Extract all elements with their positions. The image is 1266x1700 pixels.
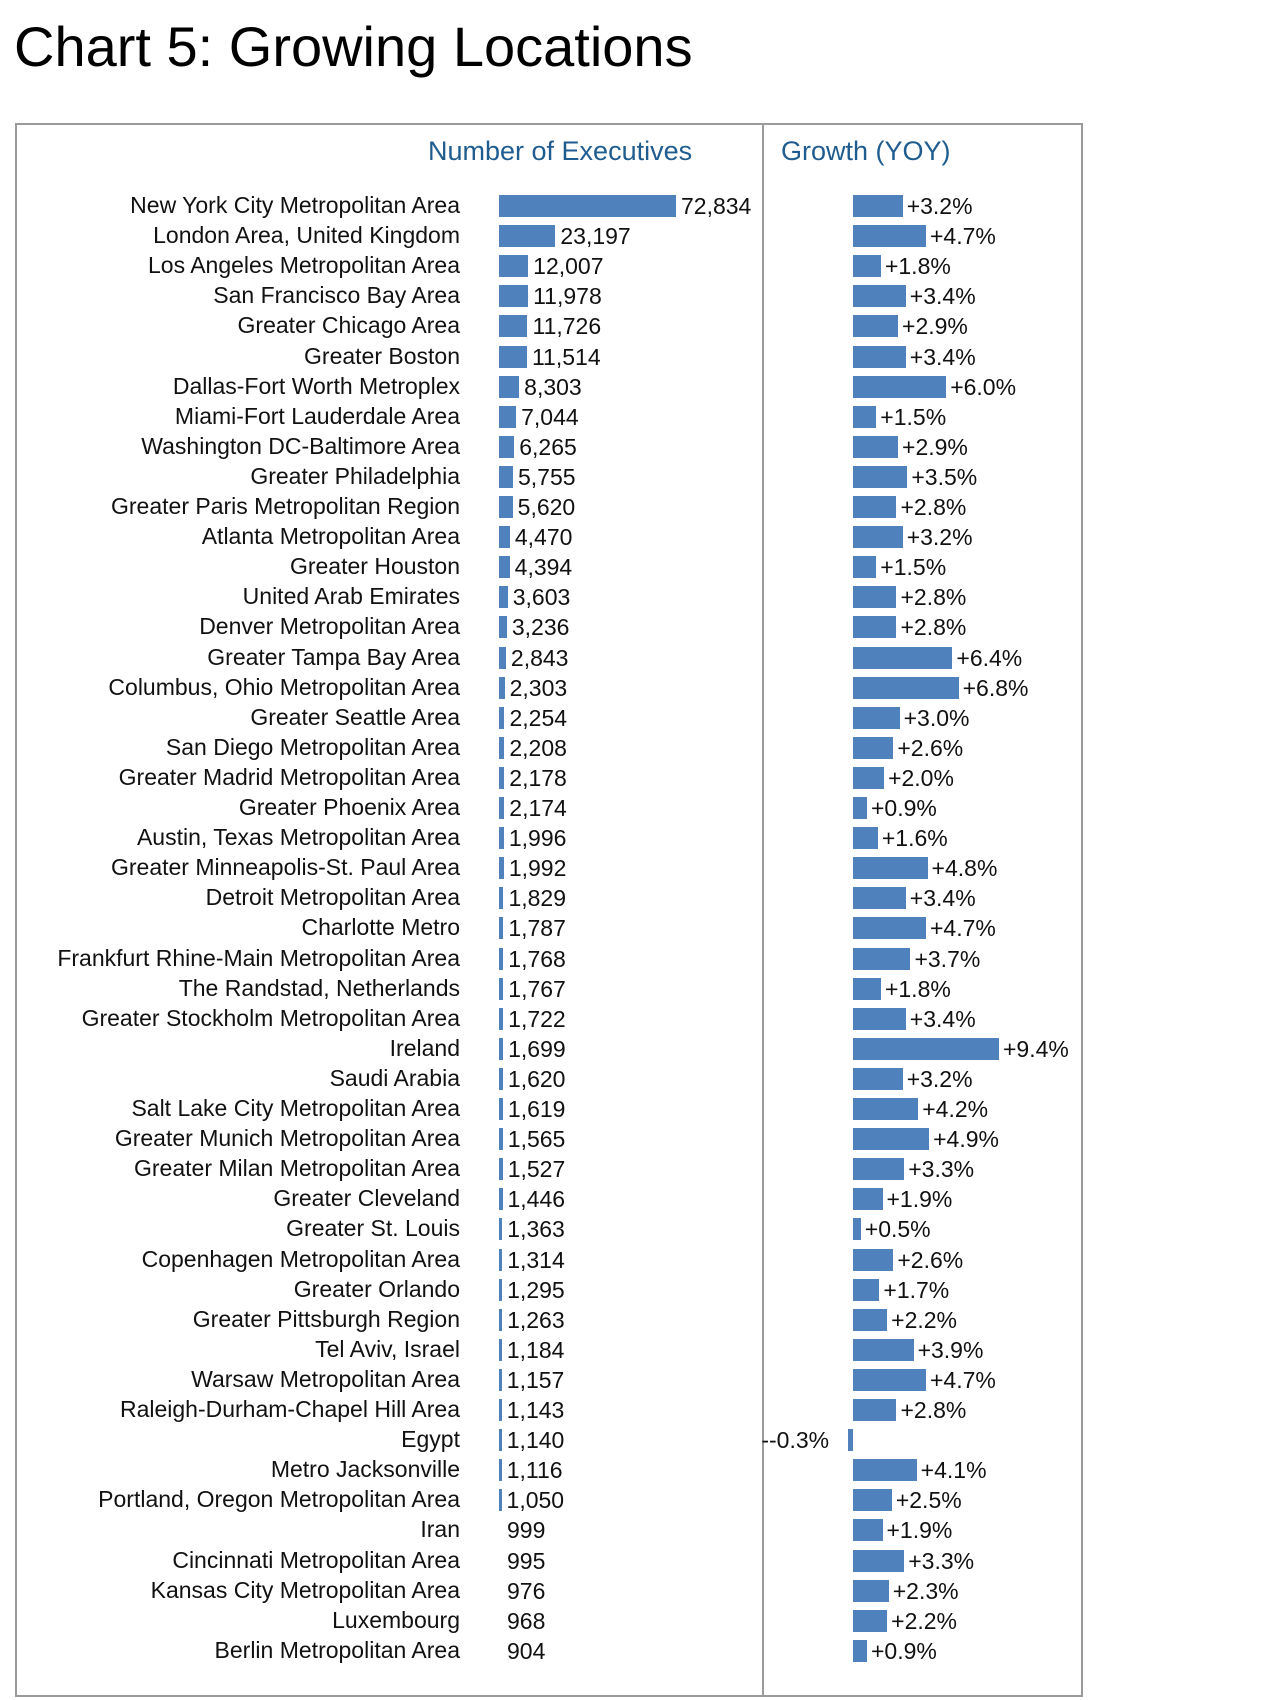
executives-column-header: Number of Executives [428,136,693,166]
growth-value-label: +1.5% [880,403,947,430]
executives-value-label: 904 [507,1637,546,1664]
executives-value-label: 1,768 [508,945,566,972]
location-label: Greater Minneapolis-St. Paul Area [110,854,460,881]
location-label: Los Angeles Metropolitan Area [148,252,460,279]
executives-value-label: 72,834 [681,193,752,219]
executives-value-label: 12,007 [533,253,604,280]
executives-bar [499,225,555,247]
executives-bar [499,857,504,879]
location-label: Greater Orlando [293,1275,460,1302]
location-label: San Francisco Bay Area [213,282,460,309]
growth-bar [853,948,910,970]
growth-value-label: +9.4% [1003,1035,1069,1062]
executives-value-label: 1,263 [507,1306,565,1333]
growth-value-label: +3.5% [911,463,978,490]
executives-value-label: 11,978 [533,283,602,310]
growth-value-label: +4.9% [933,1126,999,1153]
executives-bar [499,1459,502,1481]
growth-value-label: +4.2% [922,1096,989,1122]
growth-bar [853,1580,889,1602]
location-label: London Area, United Kingdom [153,222,460,249]
location-label: Luxembourg [332,1606,460,1633]
executives-value-label: 4,470 [514,524,573,551]
executives-bar [499,1158,503,1180]
location-label: Greater Paris Metropolitan Region [111,493,460,519]
executives-bar [499,707,504,729]
growth-value-label: +1.8% [884,975,951,1002]
growth-bar [853,647,952,669]
executives-bar [499,1279,502,1301]
location-label: Greater St. Louis [286,1215,460,1242]
executives-value-label: 7,044 [521,403,579,430]
growth-value-label: +1.7% [883,1276,950,1303]
growth-bar [853,436,898,458]
growth-value-label: +0.5% [864,1216,931,1243]
executives-bar [499,647,506,669]
executives-value-label: 2,178 [509,764,567,791]
growth-value-label: +2.6% [897,734,964,761]
growth-value-label: +1.6% [881,825,948,852]
chart-title: Chart 5: Growing Locations [14,15,693,78]
location-label: Greater Phoenix Area [238,794,460,820]
location-label: Atlanta Metropolitan Area [201,523,460,550]
growth-bar [853,1369,926,1391]
executives-value-label: 11,514 [531,343,601,370]
executives-value-label: 11,726 [532,313,602,340]
growth-bar [853,1459,917,1481]
location-label: Greater Pittsburgh Region [192,1305,460,1332]
growth-bar [853,1218,861,1240]
growth-bar [853,586,896,608]
location-label: Copenhagen Metropolitan Area [141,1245,460,1272]
executives-value-label: 1,527 [507,1156,566,1183]
executives-bar [499,797,504,819]
growth-value-label: +3.4% [909,885,976,912]
growth-value-label: +2.2% [891,1607,958,1634]
growth-value-label: +2.0% [888,764,954,791]
growth-value-label: +2.9% [902,433,968,460]
executives-value-label: 1,787 [508,915,566,942]
growth-value-label: +2.6% [897,1246,964,1273]
executives-value-label: 2,303 [509,674,568,701]
executives-bar [499,346,527,368]
growth-bar [853,225,926,247]
executives-value-label: 23,197 [560,223,631,250]
location-label: Metro Jacksonville [270,1456,460,1483]
executives-bar [499,1068,503,1090]
executives-value-label: 3,236 [511,614,570,641]
growth-value-label: +3.4% [909,1005,976,1032]
executives-value-label: 1,620 [507,1065,566,1092]
growth-value-label: +3.2% [906,524,973,551]
growth-bar [848,1429,853,1451]
growth-bar [853,797,867,819]
executives-bar [499,1008,503,1030]
executives-value-label: 3,603 [512,584,571,611]
location-label: Egypt [401,1426,460,1453]
location-label: San Diego Metropolitan Area [165,733,460,760]
executives-bar [499,917,503,939]
executives-value-label: 1,140 [506,1427,565,1454]
growth-value-label: +2.8% [900,1397,967,1423]
location-label: Greater Madrid Metropolitan Area [118,763,460,790]
executives-value-label: 1,619 [507,1096,566,1122]
executives-bar [499,767,504,789]
executives-bar [499,948,503,970]
executives-bar [499,1399,502,1421]
executives-value-label: 968 [507,1607,546,1634]
growth-bar [853,1339,914,1361]
executives-bar [499,1339,502,1361]
executives-bar [499,978,503,1000]
executives-value-label: 1,050 [506,1487,565,1514]
executives-bar [499,1128,503,1150]
executives-bar [499,556,510,578]
growth-value-label: +4.1% [920,1457,987,1484]
growth-bar [853,1399,896,1421]
location-label: Denver Metropolitan Area [199,613,460,640]
executives-bar [499,737,504,759]
growth-value-label: +3.7% [914,945,981,972]
growth-bar [853,767,884,789]
growth-bar [853,1550,904,1572]
executives-bar [499,586,508,608]
executives-bar [499,315,527,337]
growth-bar [853,1098,918,1120]
growth-value-label: +3.4% [909,343,976,370]
growth-value-label: +3.2% [906,193,973,219]
location-label: Cincinnati Metropolitan Area [172,1546,460,1573]
executives-bar [499,1098,503,1120]
growth-bar [853,1158,904,1180]
executives-bar [499,376,519,398]
executives-value-label: 999 [507,1517,546,1544]
growth-value-label: +3.9% [917,1336,984,1363]
executives-bar [499,1369,502,1391]
growth-bar [853,406,876,428]
executives-bar [499,616,507,638]
growth-value-label: +2.3% [892,1577,959,1604]
growth-bar [853,917,926,939]
location-label: Saudi Arabia [329,1064,460,1091]
executives-value-label: 1,116 [506,1457,563,1484]
executives-bar [499,1218,502,1240]
growth-value-label: +0.9% [870,1637,937,1664]
growth-bar [853,857,928,879]
location-label: Charlotte Metro [301,914,460,941]
executives-value-label: 1,722 [508,1005,566,1032]
growth-bar [853,285,906,307]
growth-value-label: +0.9% [870,795,937,821]
location-label: Frankfurt Rhine-Main Metropolitan Area [57,944,460,971]
executives-value-label: 976 [507,1577,546,1604]
executives-bar [499,1038,503,1060]
executives-value-label: 1,992 [508,855,567,882]
executives-bar [499,496,513,518]
growth-bar [853,1008,906,1030]
location-label: Greater Stockholm Metropolitan Area [81,1004,460,1031]
growth-value-label: +2.8% [900,614,967,641]
growth-bar [853,346,906,368]
location-label: Greater Houston [289,553,460,580]
location-label: Greater Chicago Area [237,312,460,339]
executives-value-label: 2,208 [509,734,567,761]
executives-bar [499,1309,502,1331]
executives-value-label: 1,295 [507,1276,565,1303]
growth-bar [853,827,878,849]
growth-bar [853,496,896,518]
location-label: Greater Munich Metropolitan Area [114,1125,460,1152]
executives-value-label: 1,767 [508,975,566,1002]
executives-value-label: 1,446 [507,1186,566,1213]
location-label: Salt Lake City Metropolitan Area [131,1095,460,1121]
location-label: Miami-Fort Lauderdale Area [174,402,460,429]
growth-bar [853,376,946,398]
executives-bar [499,1489,502,1511]
growth-bar [853,1610,887,1632]
location-label: Greater Cleveland [273,1185,460,1212]
location-label: Greater Seattle Area [250,703,460,730]
location-label: Greater Milan Metropolitan Area [134,1155,460,1182]
location-label: Ireland [389,1034,460,1061]
growth-value-label: +3.3% [908,1156,975,1183]
executives-bar [499,406,516,428]
executives-value-label: 1,363 [507,1216,565,1243]
growth-value-label: +2.5% [895,1487,962,1514]
growth-bar [853,677,959,699]
growth-bar [853,466,907,488]
location-label: Tel Aviv, Israel [315,1335,460,1362]
growth-value-label: +6.8% [962,674,1029,701]
growth-bar [853,707,900,729]
growth-bar [853,737,893,759]
growth-bar [853,1640,867,1662]
executives-value-label: 6,265 [519,433,577,460]
growth-value-label: --0.3% [761,1427,830,1454]
growth-value-label: +4.7% [930,915,996,942]
executives-bar [499,1429,502,1451]
location-label: Warsaw Metropolitan Area [191,1365,460,1392]
executives-value-label: 2,174 [509,795,567,821]
growth-value-label: +1.5% [880,554,947,581]
growth-bar [853,195,903,217]
location-label: Austin, Texas Metropolitan Area [136,824,460,851]
location-label: Berlin Metropolitan Area [214,1636,460,1663]
growth-bar [853,1279,879,1301]
executives-value-label: 5,620 [517,494,576,520]
location-label: Portland, Oregon Metropolitan Area [98,1486,460,1513]
executives-bar [499,1249,502,1271]
executives-bar [499,827,504,849]
growth-value-label: +1.9% [886,1517,953,1544]
growth-value-label: +2.2% [891,1306,958,1333]
growth-bar [853,1489,892,1511]
executives-value-label: 1,996 [508,825,567,852]
growth-value-label: +6.0% [950,373,1017,400]
executives-value-label: 2,843 [510,644,569,671]
growth-value-label: +4.7% [930,1366,996,1393]
growth-value-label: +2.9% [902,313,968,340]
executives-bar [499,1188,503,1210]
growth-bar [853,556,876,578]
executives-value-label: 2,254 [509,704,568,731]
location-label: Raleigh-Durham-Chapel Hill Area [119,1396,460,1422]
growth-bar [853,1128,929,1150]
growth-value-label: +3.2% [906,1065,973,1092]
location-label: Greater Boston [304,342,460,369]
location-label: The Randstad, Netherlands [178,974,460,1001]
executives-bar [499,285,528,307]
growth-bar [853,1309,887,1331]
executives-value-label: 995 [507,1547,546,1574]
growth-value-label: +4.8% [931,855,998,882]
executives-bar [499,466,513,488]
growth-column-header: Growth (YOY) [781,136,951,166]
location-label: Kansas City Metropolitan Area [150,1576,460,1603]
growth-value-label: +4.7% [930,223,996,250]
growth-bar [853,887,906,909]
location-label: Detroit Metropolitan Area [205,884,460,911]
location-label: Washington DC-Baltimore Area [141,432,460,459]
executives-bar [499,887,503,909]
executives-bar [499,195,676,217]
growth-bar [853,255,881,277]
growth-bar [853,526,903,548]
location-label: Greater Philadelphia [250,462,460,489]
executives-value-label: 8,303 [524,373,582,400]
executives-bar [499,255,528,277]
location-label: United Arab Emirates [242,583,460,610]
executives-value-label: 1,184 [506,1336,565,1363]
growth-bar [853,1249,893,1271]
executives-bar [499,436,514,458]
growth-value-label: +2.8% [900,494,967,520]
growth-bar [853,1188,883,1210]
location-label: Iran [420,1516,460,1543]
executives-value-label: 1,314 [507,1246,565,1273]
executives-value-label: 1,829 [508,885,566,912]
executives-value-label: 1,699 [508,1035,566,1062]
growth-bar [853,315,898,337]
growth-bar [853,616,896,638]
growth-bar [853,1068,903,1090]
growth-value-label: +1.8% [884,253,951,280]
growth-value-label: +2.8% [900,584,967,611]
growth-value-label: +3.3% [908,1547,975,1574]
location-label: Dallas-Fort Worth Metroplex [172,372,460,399]
executives-value-label: 4,394 [514,554,573,581]
growth-value-label: +1.9% [886,1186,953,1213]
growth-value-label: +3.0% [903,704,970,731]
executives-value-label: 1,157 [506,1366,565,1393]
location-label: Columbus, Ohio Metropolitan Area [108,673,460,700]
growth-bar [853,978,881,1000]
executives-bar [499,677,505,699]
growth-value-label: +3.4% [909,283,976,310]
location-label: New York City Metropolitan Area [130,192,460,218]
growth-bar [853,1519,883,1541]
growth-value-label: +6.4% [956,644,1023,671]
location-label: Greater Tampa Bay Area [207,643,460,670]
executives-value-label: 5,755 [517,463,576,490]
executives-bar [499,526,510,548]
executives-value-label: 1,143 [506,1397,565,1423]
executives-value-label: 1,565 [507,1126,566,1153]
growth-bar [853,1038,999,1060]
